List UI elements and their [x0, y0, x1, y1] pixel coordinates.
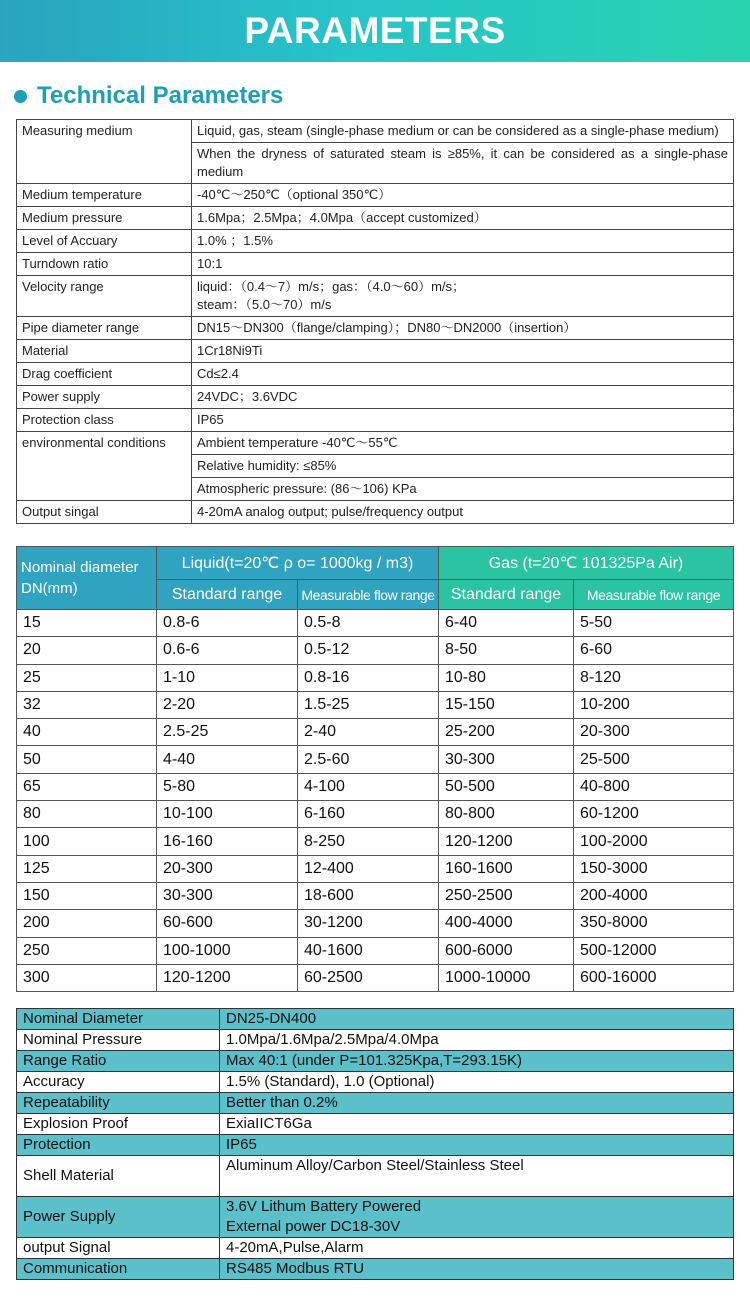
gas-standard-cell: 6-40 — [439, 610, 574, 637]
liquid-measurable-cell: 18-600 — [298, 882, 439, 909]
flow-row — [17, 719, 734, 746]
liquid-standard-cell: 5-80 — [157, 773, 298, 800]
spec-value-line: External power DC18-30V — [226, 1218, 401, 1235]
dn-cell: 100 — [17, 828, 157, 855]
dn-cell: 250 — [17, 937, 157, 964]
dn-cell: 25 — [17, 664, 157, 691]
param-label: Velocity range — [17, 276, 192, 317]
spec-value — [220, 1197, 734, 1238]
param-row — [17, 340, 734, 363]
section-heading — [14, 82, 283, 110]
liquid-standard-cell: 100-1000 — [157, 937, 298, 964]
flow-row — [17, 664, 734, 691]
gas-measurable-cell: 500-12000 — [574, 937, 734, 964]
param-value: 24VDC；3.6VDC — [192, 386, 734, 409]
gas-measurable-cell: 60-1200 — [574, 801, 734, 828]
specification-table — [16, 1008, 734, 1280]
gas-measurable-cell: 600-16000 — [574, 964, 734, 991]
liquid-standard-cell: 2-20 — [157, 691, 298, 718]
spec-label: Power Supply — [17, 1197, 220, 1238]
spec-row — [17, 1051, 734, 1072]
liquid-measurable-cell: 30-1200 — [298, 910, 439, 937]
param-label: Material — [17, 340, 192, 363]
param-value — [192, 276, 734, 317]
gas-measurable-cell: 40-800 — [574, 773, 734, 800]
gas-standard-cell: 1000-10000 — [439, 964, 574, 991]
param-row — [17, 501, 734, 524]
param-row — [17, 184, 734, 207]
param-row — [17, 386, 734, 409]
liquid-measurable-cell: 1.5-25 — [298, 691, 439, 718]
spec-value — [220, 1051, 734, 1072]
param-label: environmental conditions — [17, 432, 192, 501]
dn-cell: 300 — [17, 964, 157, 991]
spec-row — [17, 1093, 734, 1114]
liquid-standard-cell: 16-160 — [157, 828, 298, 855]
param-label: Pipe diameter range — [17, 317, 192, 340]
parameters-banner — [0, 0, 750, 62]
dn-cell: 125 — [17, 855, 157, 882]
flow-row — [17, 637, 734, 664]
liquid-standard-cell: 60-600 — [157, 910, 298, 937]
liquid-standard-cell: 0.6-6 — [157, 637, 298, 664]
liquid-measurable-cell: 60-2500 — [298, 964, 439, 991]
param-value: Relative humidity: ≤85% — [192, 455, 734, 478]
gas-measurable-cell: 10-200 — [574, 691, 734, 718]
param-value: 1.0% ；1.5% — [192, 230, 734, 253]
flow-range-table — [16, 546, 734, 992]
param-value: -40℃～250℃（optional 350℃） — [192, 184, 734, 207]
dn-cell: 15 — [17, 610, 157, 637]
spec-row — [17, 1197, 734, 1238]
param-value: 10:1 — [192, 253, 734, 276]
gas-measurable-cell: 100-2000 — [574, 828, 734, 855]
spec-label: Nominal Diameter — [17, 1009, 220, 1030]
spec-label: Accuracy — [17, 1072, 220, 1093]
gas-standard-cell: 600-6000 — [439, 937, 574, 964]
liquid-standard-cell: 30-300 — [157, 882, 298, 909]
gas-measurable-cell: 350-8000 — [574, 910, 734, 937]
spec-value-line: DN25-DN400 — [226, 1010, 317, 1027]
param-label: Medium pressure — [17, 207, 192, 230]
liquid-measurable-cell: 4-100 — [298, 773, 439, 800]
spec-value-line: IP65 — [226, 1136, 257, 1153]
param-label: Level of Accuary — [17, 230, 192, 253]
param-value: Ambient temperature -40℃～55℃ — [192, 432, 734, 455]
liquid-standard-range-header: Standard range — [157, 580, 298, 610]
liquid-standard-cell: 0.8-6 — [157, 610, 298, 637]
spec-row — [17, 1072, 734, 1093]
liquid-standard-cell: 20-300 — [157, 855, 298, 882]
liquid-measurable-cell: 0.5-8 — [298, 610, 439, 637]
spec-value — [220, 1135, 734, 1156]
flow-row — [17, 855, 734, 882]
liquid-measurable-cell: 40-1600 — [298, 937, 439, 964]
spec-row — [17, 1030, 734, 1051]
gas-standard-cell: 250-2500 — [439, 882, 574, 909]
spec-value-line: RS485 Modbus RTU — [226, 1260, 365, 1277]
param-row — [17, 363, 734, 386]
gas-measurable-cell: 8-120 — [574, 664, 734, 691]
spec-row — [17, 1238, 734, 1259]
flow-row — [17, 964, 734, 991]
bullet-dot-icon — [14, 90, 27, 103]
param-label: Drag coefficient — [17, 363, 192, 386]
gas-standard-cell: 400-4000 — [439, 910, 574, 937]
flow-row — [17, 691, 734, 718]
flow-row — [17, 910, 734, 937]
spec-value-line: Better than 0.2% — [226, 1094, 338, 1111]
param-row — [17, 432, 734, 455]
param-label: Output singal — [17, 501, 192, 524]
spec-value-line: Aluminum Alloy/Carbon Steel/Stainless Steel — [226, 1157, 524, 1174]
param-value: 1.6Mpa；2.5Mpa；4.0Mpa（accept customized） — [192, 207, 734, 230]
flow-row — [17, 801, 734, 828]
liquid-standard-cell: 1-10 — [157, 664, 298, 691]
spec-value — [220, 1114, 734, 1135]
liquid-header: Liquid(t=20℃ ρ o= 1000kg / m3) — [157, 547, 439, 580]
param-label: Measuring medium — [17, 120, 192, 184]
liquid-measurable-cell: 12-400 — [298, 855, 439, 882]
spec-label: Communication — [17, 1259, 220, 1280]
spec-label: Nominal Pressure — [17, 1030, 220, 1051]
spec-value — [220, 1238, 734, 1259]
gas-measurable-cell: 25-500 — [574, 746, 734, 773]
liquid-measurable-cell: 2-40 — [298, 719, 439, 746]
param-label: Protection class — [17, 409, 192, 432]
param-row — [17, 317, 734, 340]
gas-measurable-range-header: Measurable flow range — [574, 580, 734, 610]
gas-standard-cell: 50-500 — [439, 773, 574, 800]
param-value-line: liquid：（0.4～7）m/s；gas：（4.0～60）m/s； — [197, 279, 466, 294]
spec-label: output Signal — [17, 1238, 220, 1259]
gas-measurable-cell: 200-4000 — [574, 882, 734, 909]
gas-standard-cell: 160-1600 — [439, 855, 574, 882]
gas-standard-range-header: Standard range — [439, 580, 574, 610]
liquid-measurable-cell: 8-250 — [298, 828, 439, 855]
liquid-standard-cell: 10-100 — [157, 801, 298, 828]
flow-table-header-row — [17, 547, 734, 580]
spec-value-line: 3.6V Lithum Battery Powered — [226, 1198, 422, 1215]
param-value: Cd≤2.4 — [192, 363, 734, 386]
flow-row — [17, 828, 734, 855]
spec-value — [220, 1093, 734, 1114]
dn-cell: 65 — [17, 773, 157, 800]
spec-row — [17, 1135, 734, 1156]
dn-cell: 40 — [17, 719, 157, 746]
gas-measurable-cell: 150-3000 — [574, 855, 734, 882]
flow-row — [17, 610, 734, 637]
dn-cell: 80 — [17, 801, 157, 828]
spec-value — [220, 1259, 734, 1280]
spec-label: Repeatability — [17, 1093, 220, 1114]
param-row — [17, 276, 734, 317]
param-label: Turndown ratio — [17, 253, 192, 276]
param-row — [17, 120, 734, 143]
spec-value-line: 4-20mA,Pulse,Alarm — [226, 1239, 364, 1256]
spec-row — [17, 1009, 734, 1030]
gas-standard-cell: 80-800 — [439, 801, 574, 828]
banner-title: PARAMETERS — [244, 10, 506, 51]
flow-row — [17, 882, 734, 909]
gas-standard-cell: 120-1200 — [439, 828, 574, 855]
liquid-measurable-cell: 0.8-16 — [298, 664, 439, 691]
gas-standard-cell: 30-300 — [439, 746, 574, 773]
dn-cell: 200 — [17, 910, 157, 937]
section-title: Technical Parameters — [37, 82, 284, 109]
gas-standard-cell: 15-150 — [439, 691, 574, 718]
spec-row — [17, 1114, 734, 1135]
spec-value-line: 1.5% (Standard), 1.0 (Optional) — [226, 1073, 435, 1090]
spec-label: Protection — [17, 1135, 220, 1156]
param-row — [17, 230, 734, 253]
param-value: Liquid, gas, steam (single-phase medium or can be considered as a single-phase medium) — [192, 120, 734, 143]
spec-value — [220, 1009, 734, 1030]
gas-standard-cell: 10-80 — [439, 664, 574, 691]
spec-value-line: Max 40:1 (under P=101.325Kpa,T=293.15K) — [226, 1052, 523, 1069]
spec-label: Range Ratio — [17, 1051, 220, 1072]
liquid-standard-cell: 120-1200 — [157, 964, 298, 991]
spec-value-line: 1.0Mpa/1.6Mpa/2.5Mpa/4.0Mpa — [226, 1031, 439, 1048]
param-value-line: steam：（5.0～70）m/s — [197, 297, 332, 312]
flow-row — [17, 773, 734, 800]
dn-cell: 50 — [17, 746, 157, 773]
param-value: 4-20mA analog output; pulse/frequency output — [192, 501, 734, 524]
gas-standard-cell: 25-200 — [439, 719, 574, 746]
param-value: IP65 — [192, 409, 734, 432]
gas-header: Gas (t=20℃ 101325Pa Air) — [439, 547, 734, 580]
flow-row — [17, 937, 734, 964]
flow-row — [17, 746, 734, 773]
spec-value — [220, 1072, 734, 1093]
param-row — [17, 253, 734, 276]
liquid-measurable-cell: 6-160 — [298, 801, 439, 828]
liquid-standard-cell: 4-40 — [157, 746, 298, 773]
gas-measurable-cell: 20-300 — [574, 719, 734, 746]
spec-row — [17, 1259, 734, 1280]
dn-cell: 32 — [17, 691, 157, 718]
liquid-measurable-cell: 2.5-60 — [298, 746, 439, 773]
gas-measurable-cell: 5-50 — [574, 610, 734, 637]
param-row — [17, 409, 734, 432]
liquid-measurable-range-header: Measurable flow range — [298, 580, 439, 610]
param-row — [17, 207, 734, 230]
param-value: When the dryness of saturated steam is ≥85%, it can be considered as a single-phase medium — [192, 143, 734, 184]
spec-value-line: ExiaIICT6Ga — [226, 1115, 312, 1132]
technical-parameters-table — [16, 119, 734, 524]
param-value: Atmospheric pressure: (86～106) KPa — [192, 478, 734, 501]
spec-label: Shell Material — [17, 1156, 220, 1197]
nominal-diameter-header: Nominal diameter DN(mm) — [17, 547, 157, 610]
dn-cell: 150 — [17, 882, 157, 909]
gas-standard-cell: 8-50 — [439, 637, 574, 664]
gas-measurable-cell: 6-60 — [574, 637, 734, 664]
liquid-measurable-cell: 0.5-12 — [298, 637, 439, 664]
param-label: Medium temperature — [17, 184, 192, 207]
param-value: DN15～DN300（flange/clamping）；DN80～DN2000（insertion） — [192, 317, 734, 340]
dn-cell: 20 — [17, 637, 157, 664]
spec-row — [17, 1156, 734, 1197]
spec-value — [220, 1030, 734, 1051]
spec-value — [220, 1156, 734, 1197]
param-value: 1Cr18Ni9Ti — [192, 340, 734, 363]
liquid-standard-cell: 2.5-25 — [157, 719, 298, 746]
param-label: Power supply — [17, 386, 192, 409]
spec-label: Explosion Proof — [17, 1114, 220, 1135]
